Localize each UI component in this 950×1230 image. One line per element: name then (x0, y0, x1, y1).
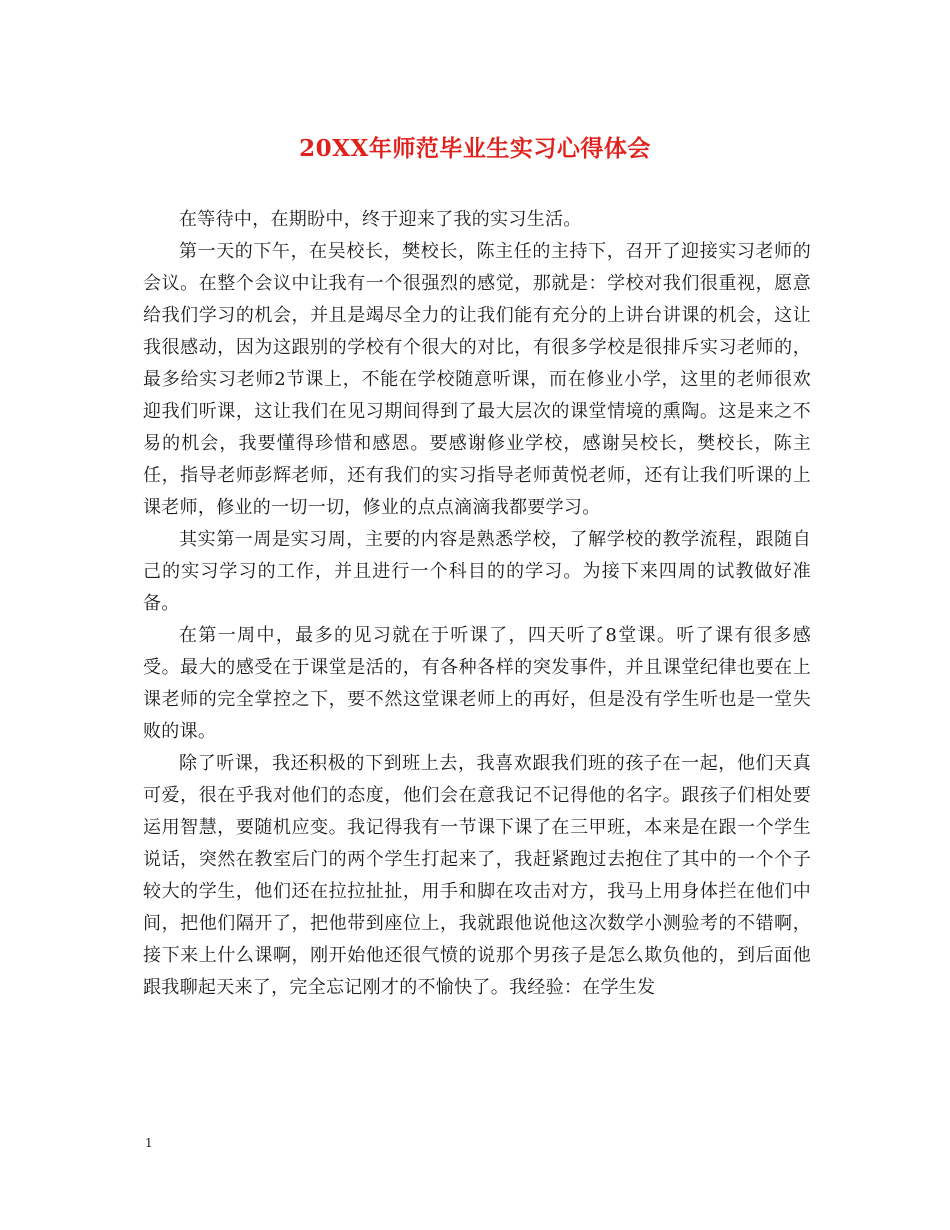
paragraph-1: 在等待中，在期盼中，终于迎来了我的实习生活。 (179, 209, 582, 230)
document-body (143, 204, 811, 1004)
document-title: 20XX年师范毕业生实习心得体会 (299, 135, 651, 162)
paragraph-5: 除了听课，我还积极的下到班上去，我喜欢跟我们班的孩子在一起，他们天真可爱，很在乎我对他们的态度，他们会在意我记不记得他的名字。跟孩子们相处要运用智慧，要随机应变。我记得我有一节课下课了在三甲班，本来是在跟一个学生说话，突然在教室后门的两个学生打起来了，我赶紧跑过去抱住了其中的一个个子较大的学生，他们还在拉拉扯扯，用手和脚在攻击对方，我马上用身体拦在他们中间，把他们隔开了，把他带到座位上，我就跟他说他这次数学小测验考的不错啊，接下来上什么课啊，刚开始他还很气愤的说那个男孩子是怎么欺负他的，到后面他跟我聊起天来了，完全忘记刚才的不愉快了。我经验：在学生发 (143, 753, 811, 998)
paragraph-4: 在第一周中，最多的见习就在于听课了，四天听了8堂课。听了课有很多感受。最大的感受在于课堂是活的，有各种各样的突发事件，并且课堂纪律也要在上课老师的完全掌控之下，要不然这堂课老师上的再好，但是没有学生听也是一堂失败的课。 (143, 625, 811, 742)
page-number: 1 (145, 1136, 153, 1150)
paragraph-3: 其实第一周是实习周，主要的内容是熟悉学校，了解学校的教学流程，跟随自己的实习学习的工作，并且进行一个科目的的学习。为接下来四周的试教做好准备。 (143, 529, 811, 614)
paragraph-2: 第一天的下午，在吴校长，樊校长，陈主任的主持下，召开了迎接实习老师的会议。在整个会议中让我有一个很强烈的感觉，那就是：学校对我们很重视，愿意给我们学习的机会，并且是竭尽全力的让我们能有充分的上讲台讲课的机会，这让我很感动，因为这跟别的学校有个很大的对比，有很多学校是很排斥实习老师的，最多给实习老师2节课上，不能在学校随意听课，而在修业小学，这里的老师很欢迎我们听课，这让我们在见习期间得到了最大层次的课堂情境的熏陶。这是来之不易的机会，我要懂得珍惜和感恩。要感谢修业学校，感谢吴校长，樊校长，陈主任，指导老师彭辉老师，还有我们的实习指导老师黄悦老师，还有让我们听课的上课老师，修业的一切一切，修业的点点滴滴我都要学习。 (143, 241, 811, 518)
